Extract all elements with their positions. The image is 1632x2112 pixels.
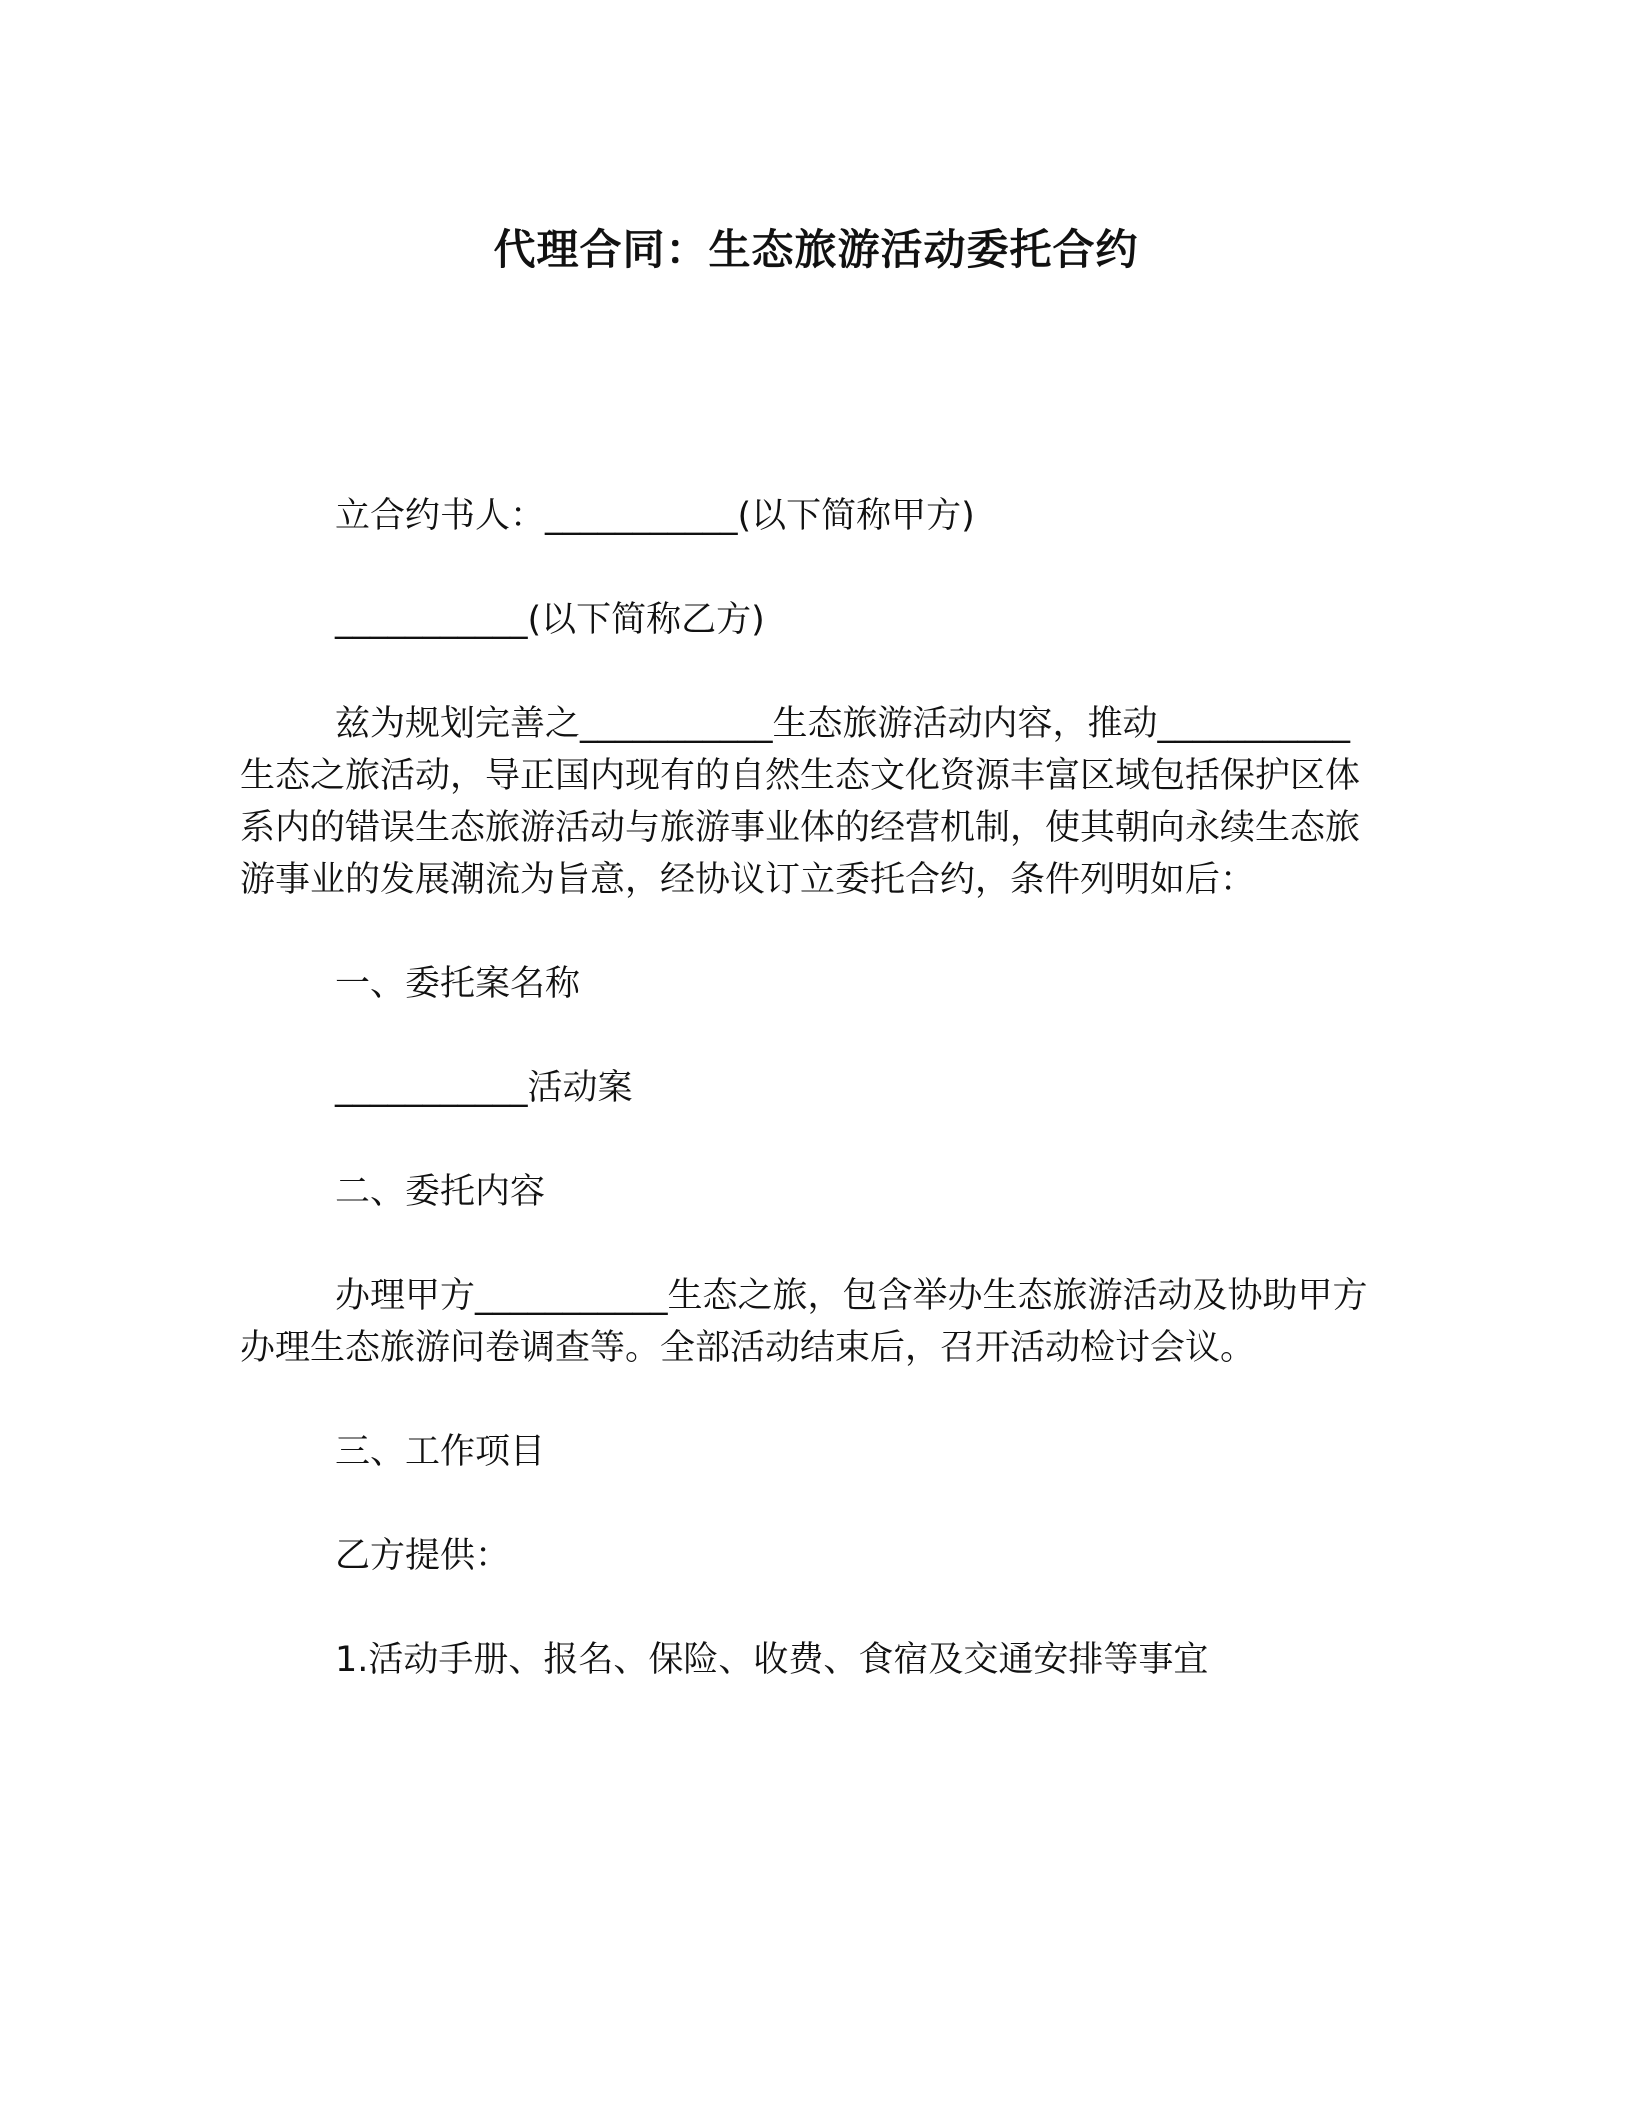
section-2-content: 办理甲方___________生态之旅，包含举办生态旅游活动及协助甲方办理生态旅游问卷调查等。全部活动结束后，召开活动检讨会议。 [240, 1276, 1368, 1368]
party-b-line: ___________(以下简称乙方) [335, 600, 765, 640]
work-item-1: 1.活动手册、报名、保险、收费、食宿及交通安排等事宜 [335, 1640, 1209, 1680]
section-1-heading: 一、委托案名称 [335, 964, 581, 1004]
party-a-line: 立合约书人：___________(以下简称甲方) [335, 496, 975, 536]
section-1-content: ___________活动案 [335, 1068, 633, 1108]
document-title: 代理合同：生态旅游活动委托合约 [493, 225, 1139, 274]
preamble-paragraph: 兹为规划完善之___________生态旅游活动内容，推动___________生态之旅活动，导正国内现有的自然生态文化资源丰富区域包括保护区体系内的错误生态旅游活动与旅游事业体的经营机制，使其朝向永续生态旅游事业的发展潮流为旨意，经协议订立委托合约，条件列明如后： [240, 704, 1361, 900]
section-2-heading: 二、委托内容 [335, 1172, 546, 1212]
document-body [240, 490, 1380, 1738]
party-b-provides-label: 乙方提供： [335, 1536, 511, 1576]
section-3-heading: 三、工作项目 [335, 1432, 546, 1472]
